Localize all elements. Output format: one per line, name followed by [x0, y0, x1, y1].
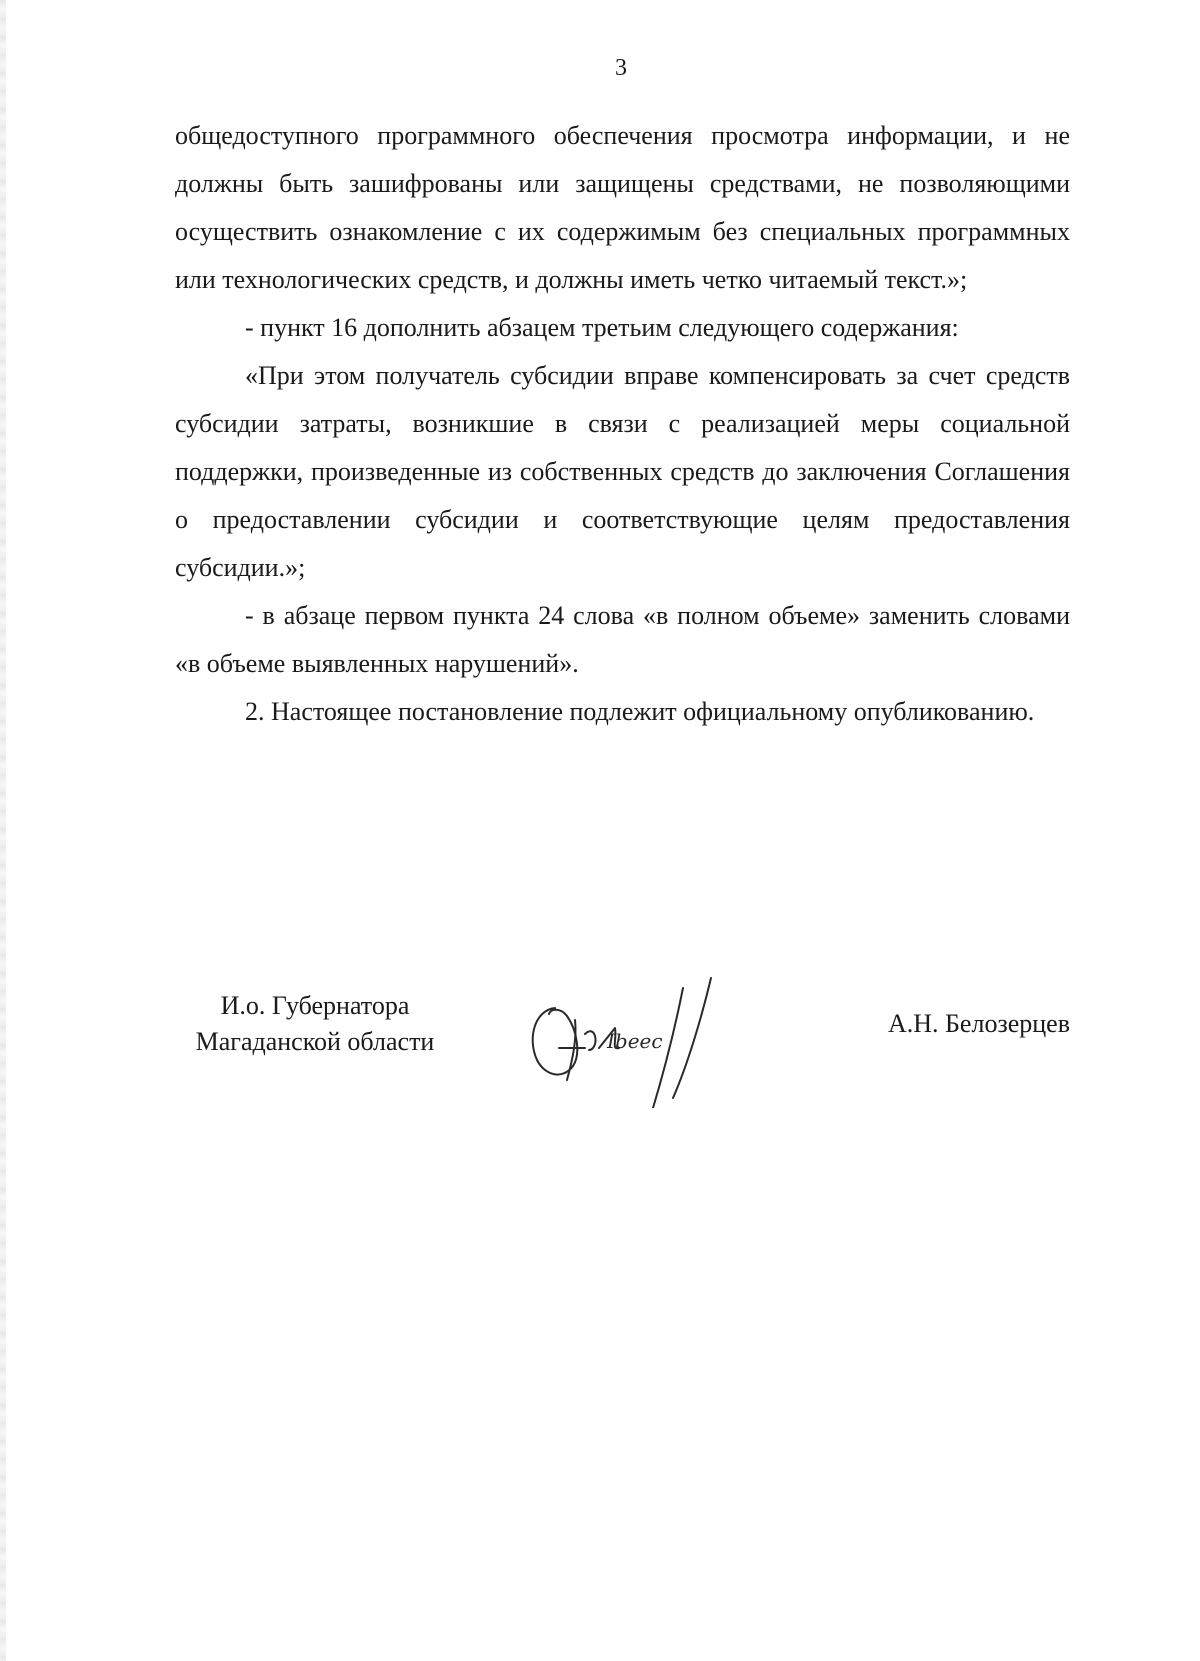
document-body — [175, 112, 1070, 736]
paragraph-amendment-point-24: - в абзаце первом пункта 24 слова «в полном объеме» заменить словами «в объеме выявленных нарушений». — [175, 601, 1070, 678]
handwritten-signature — [515, 968, 755, 1108]
signature-handwriting: Ibeec — [607, 1029, 663, 1053]
paragraph-continuation: общедоступного программного обеспечения просмотра информации, и не должны быть зашифрованы или защищены средствами, не позволяющими осуществить ознакомление с их содержимым без специальных программных или технологических средств, и должны иметь четко читаемый текст.»; — [175, 121, 1070, 294]
signatory-title-line-1: И.о. Губернатора — [220, 991, 410, 1020]
paragraph-publication: 2. Настоящее постановление подлежит официальному опубликованию. — [245, 697, 1035, 726]
signature-block — [175, 988, 1070, 1118]
signatory-name: А.Н. Белозерцев — [887, 1009, 1070, 1038]
page-number: 3 — [615, 55, 627, 81]
paragraph-subsidy-compensation: «При этом получатель субсидии вправе компенсировать за счет средств субсидии затраты, возникшие в связи с реализацией меры социальной поддержки, произведенные из собственных средств до заключения Соглашения о предоставлении субсидии и соответствующие целям предоставления субсидии.»; — [175, 361, 1070, 582]
paragraph-amendment-point-16: - пункт 16 дополнить абзацем третьим следующего содержания: — [245, 313, 959, 342]
scan-edge — [0, 0, 6, 1661]
signatory-title-line-2: Магаданской области — [195, 1027, 435, 1056]
signatory-title — [175, 988, 455, 1060]
